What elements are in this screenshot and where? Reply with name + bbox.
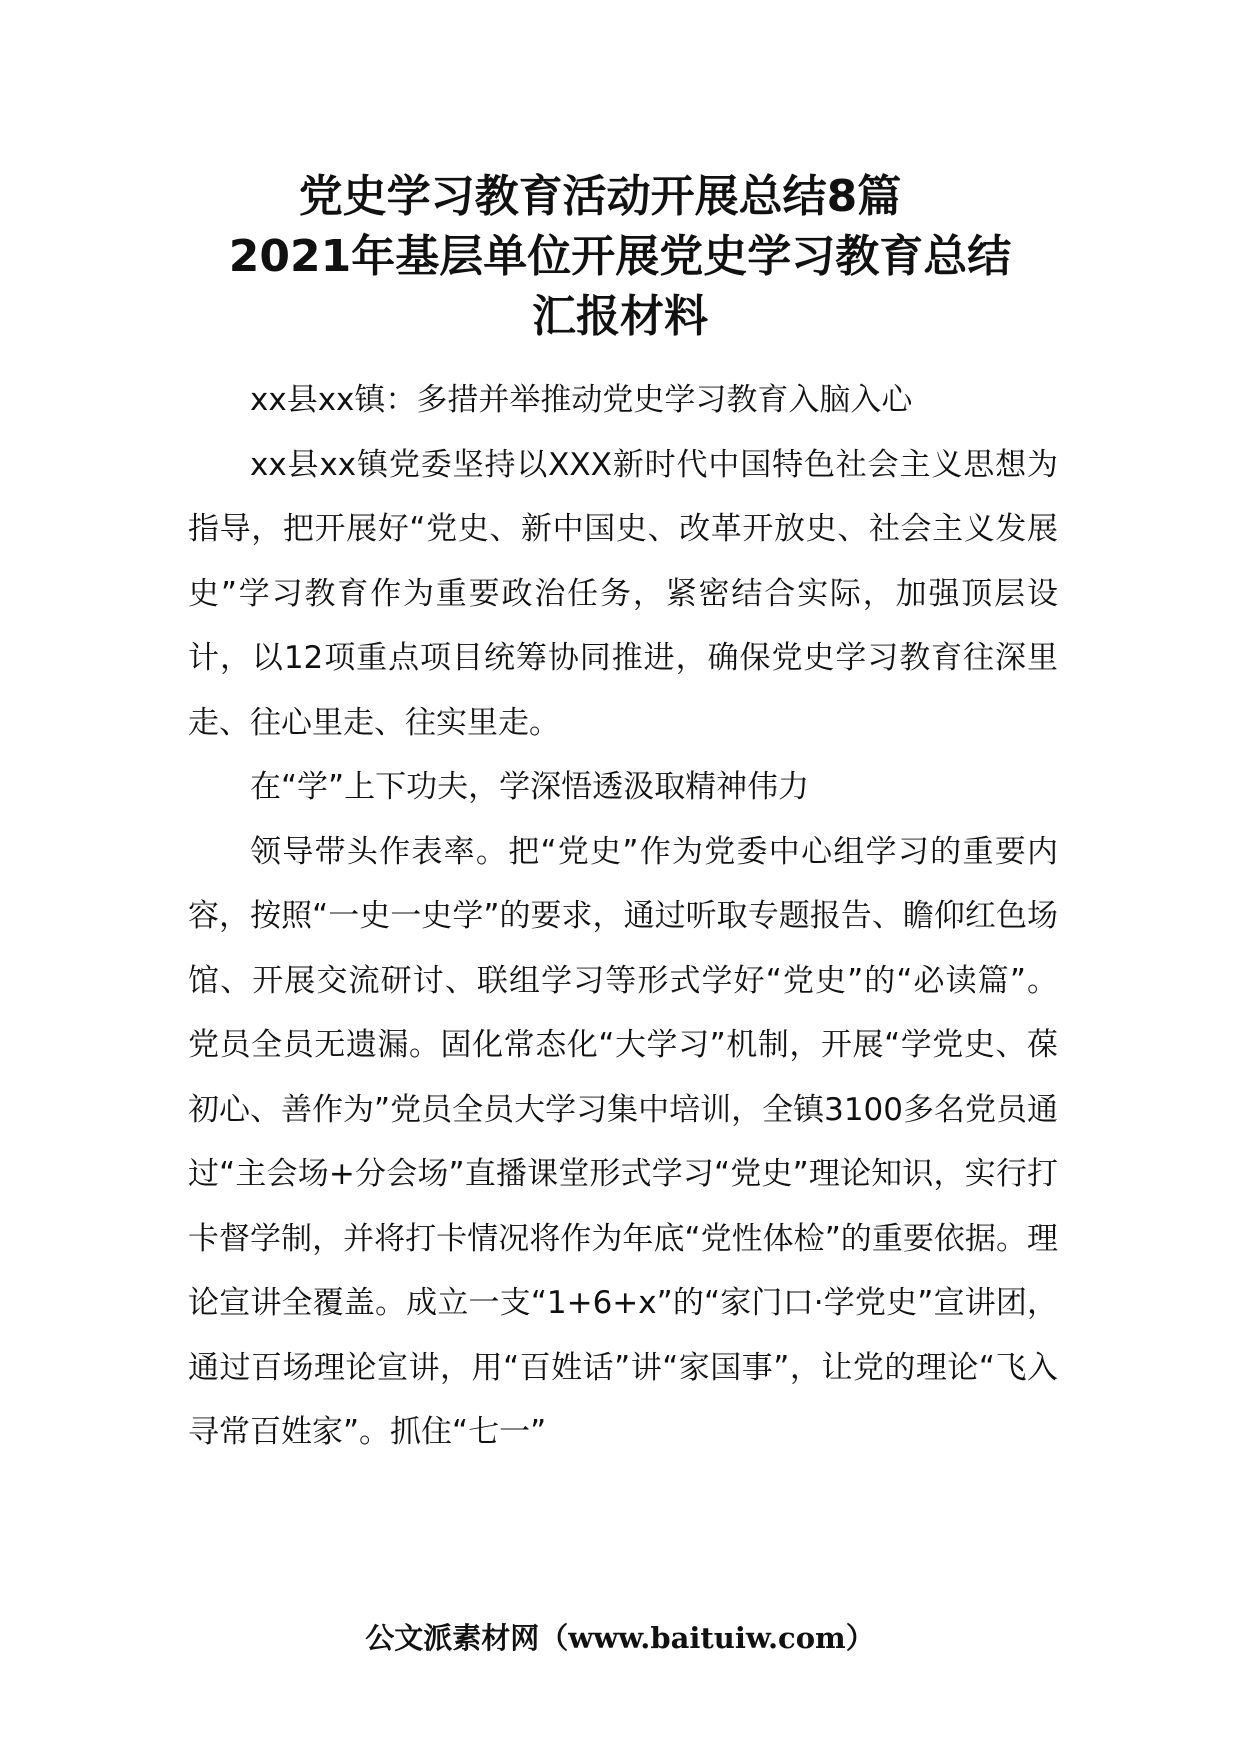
- section-heading: 在“学”上下功夫，学深悟透汲取精神伟力: [250, 769, 810, 805]
- document-title: [0, 168, 1240, 346]
- page-footer: 公文派素材网（www.baituiw.com）: [365, 1621, 875, 1655]
- document-body: [188, 368, 1058, 1465]
- body-paragraph: 领导带头作表率。把“党史”作为党委中心组学习的重要内容，按照“一史一史学”的要求，通过听取专题报告、瞻仰红色场馆、开展交流研讨、联组学习等形式学好“党史”的“必读篇”。党员全员无遗漏。固化常态化“大学习”机制，开展“学党史、葆初心、善作为”党员全员大学习集中培训，全镇3100多名党员通过“主会场+分会场”直播课堂形式学习“党史”理论知识，实行打卡督学制，并将打卡情况将作为年底“党性体检”的重要依据。理论宣讲全覆盖。成立一支“1+6+x”的“家门口·学党史”宣讲团，通过百场理论宣讲，用“百姓话”讲“家国事”，让党的理论“飞入寻常百姓家”。抓住“七一”: [188, 833, 1058, 1450]
- subtitle-paragraph: xx县xx镇：多措并举推动党史学习教育入脑入心: [250, 382, 913, 418]
- title-line-1: 党史学习教育活动开展总结8篇: [298, 171, 902, 222]
- title-line-3: 汇报材料: [532, 291, 708, 342]
- intro-paragraph: xx县xx镇党委坚持以XXX新时代中国特色社会主义思想为指导，把开展好“党史、新中国史、改革开放史、社会主义发展史”学习教育作为重要政治任务，紧密结合实际，加强顶层设计，以12项重点项目统筹协同推进，确保党史学习教育往深里走、往心里走、往实里走。: [188, 446, 1058, 741]
- title-line-2: 2021年基层单位开展党史学习教育总结: [228, 231, 1012, 282]
